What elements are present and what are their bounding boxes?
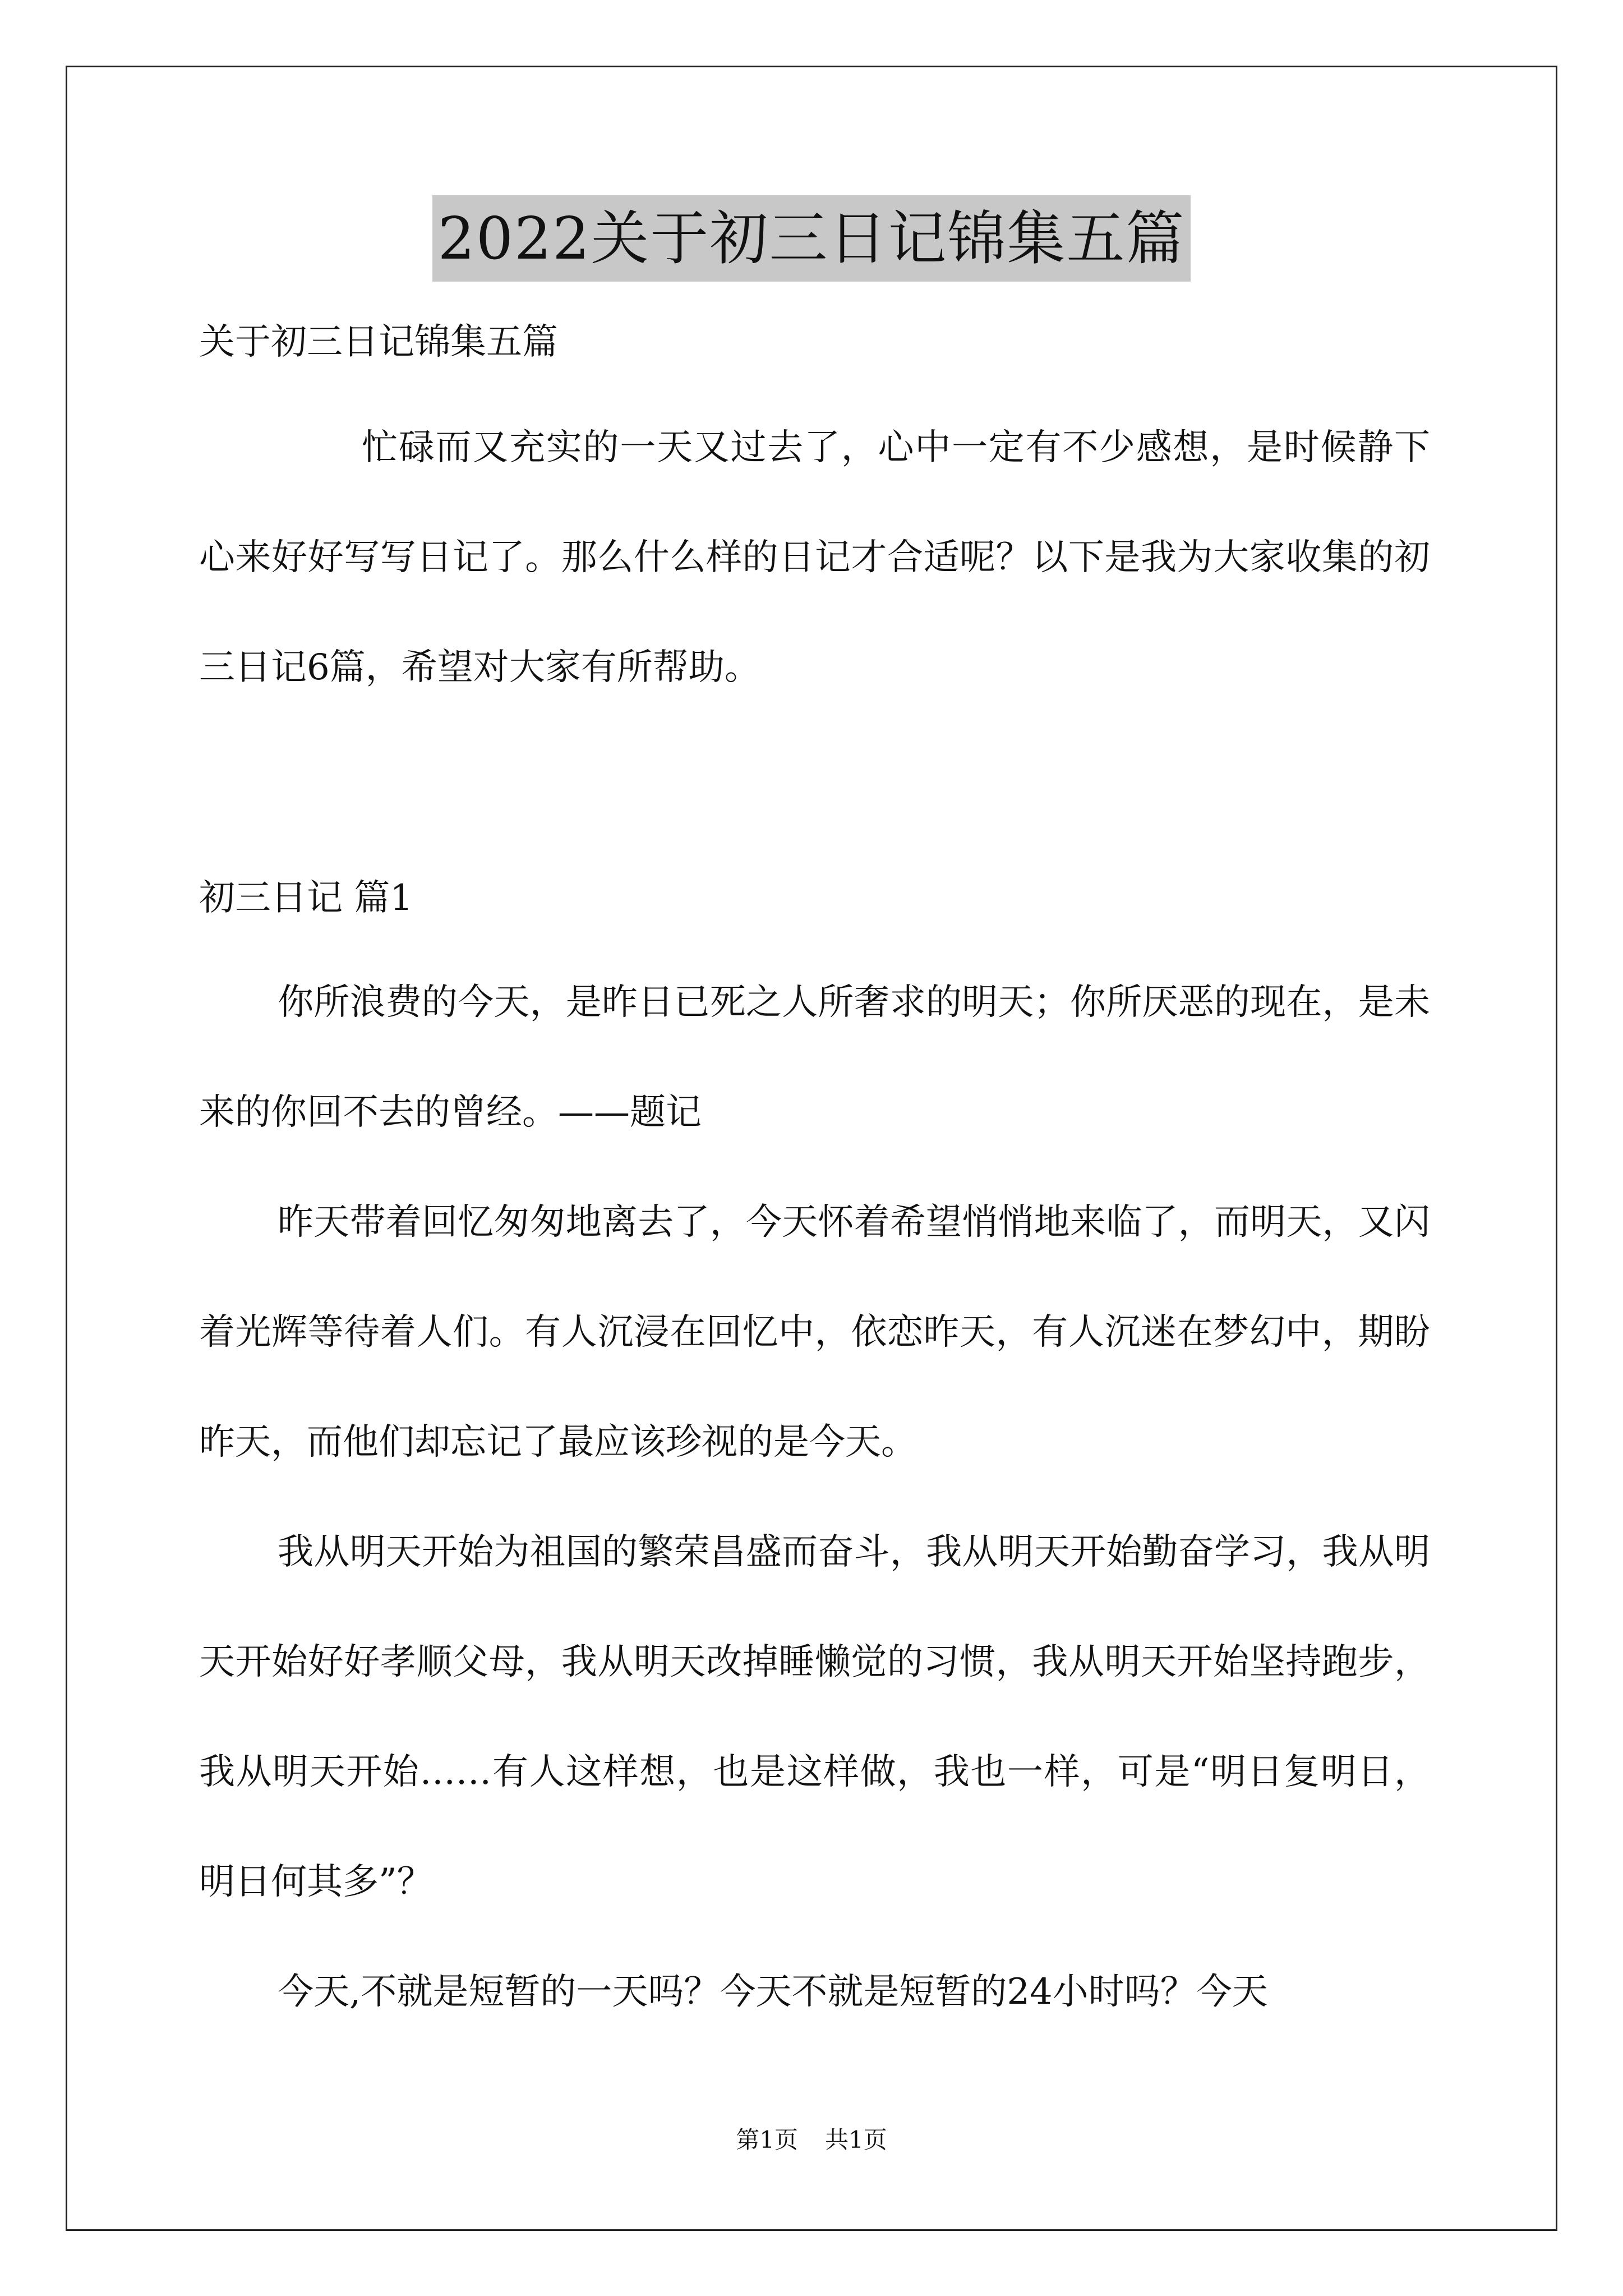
paragraph-yesterday: 昨天带着回忆匆匆地离去了，今天怀着希望悄悄地来临了，而明天，又闪着光辉等待着人们。有人沉浸在回忆中，依恋昨天，有人沉迷在梦幻中，期盼昨天，而他们却忘记了最应该珍视的是今天。 [199, 1202, 1430, 1463]
page-total: 共1页 [825, 2126, 887, 2154]
paragraph-from-tomorrow: 我从明天开始为祖国的繁荣昌盛而奋斗，我从明天开始勤奋学习，我从明天开始好好孝顺父母，我从明天改掉睡懒觉的习惯，我从明天开始坚持跑步，我从明天开始……有人这样想，也是这样做，我也一样，可是“明日复明日，明日何其多”？ [199, 1531, 1430, 1903]
page-number: 第1页 [736, 2126, 798, 2154]
paragraph-today: 今天,不就是短暂的一天吗？今天不就是短暂的24小时吗？今天 [278, 1971, 1268, 2013]
intro-paragraph: 忙碌而又充实的一天又过去了，心中一定有不少感想，是时候静下心来好好写写日记了。那么什么样的日记才合适呢？以下是我为大家收集的初三日记6篇，希望对大家有所帮助。 [199, 427, 1430, 688]
document-body [199, 314, 1430, 2047]
document-subtitle: 关于初三日记锦集五篇 [199, 321, 558, 363]
section-heading: 初三日记 篇1 [199, 877, 413, 919]
title-wrap [0, 195, 1623, 282]
page-footer [0, 2123, 1623, 2157]
paragraph-epigraph: 你所浪费的今天，是昨日已死之人所奢求的明天；你所厌恶的现在，是未来的你回不去的曾经。——题记 [199, 982, 1430, 1133]
document-title: 2022关于初三日记锦集五篇 [432, 195, 1191, 282]
